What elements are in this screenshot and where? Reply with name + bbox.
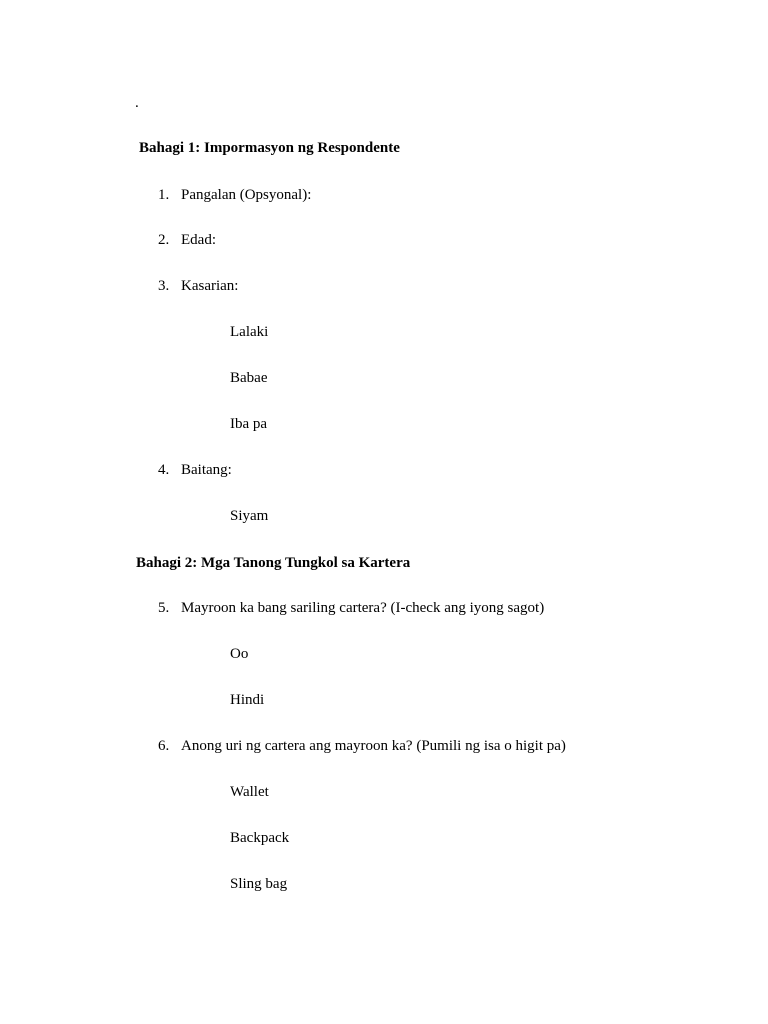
option-label: Hindi	[230, 692, 265, 708]
question-text: Baitang:	[181, 462, 232, 478]
option-label: Lalaki	[230, 324, 269, 340]
question-number: 3.	[158, 278, 170, 294]
option-label: Sling bag	[230, 876, 288, 892]
option-label: Oo	[230, 646, 249, 662]
part2-heading: Bahagi 2: Mga Tanong Tungkol sa Kartera	[136, 555, 411, 571]
option-label: Backpack	[230, 830, 290, 846]
question-text: Mayroon ka bang sariling cartera? (I-check ang iyong sagot)	[181, 600, 545, 616]
option-label: Wallet	[230, 784, 269, 800]
leading-mark: .	[135, 95, 139, 111]
option-label: Babae	[230, 370, 268, 386]
question-text: Anong uri ng cartera ang mayroon ka? (Pumili ng isa o higit pa)	[181, 738, 566, 754]
option-label: Iba pa	[230, 416, 268, 432]
question-text: Kasarian:	[181, 278, 239, 294]
question-text: Edad:	[181, 232, 216, 248]
question-number: 4.	[158, 462, 170, 478]
part1-heading: Bahagi 1: Impormasyon ng Respondente	[139, 140, 400, 156]
question-number: 6.	[158, 738, 170, 754]
question-number: 5.	[158, 600, 170, 616]
option-label: Siyam	[230, 508, 269, 524]
question-number: 2.	[158, 232, 170, 248]
question-number: 1.	[158, 187, 170, 203]
question-text: Pangalan (Opsyonal):	[181, 187, 312, 203]
